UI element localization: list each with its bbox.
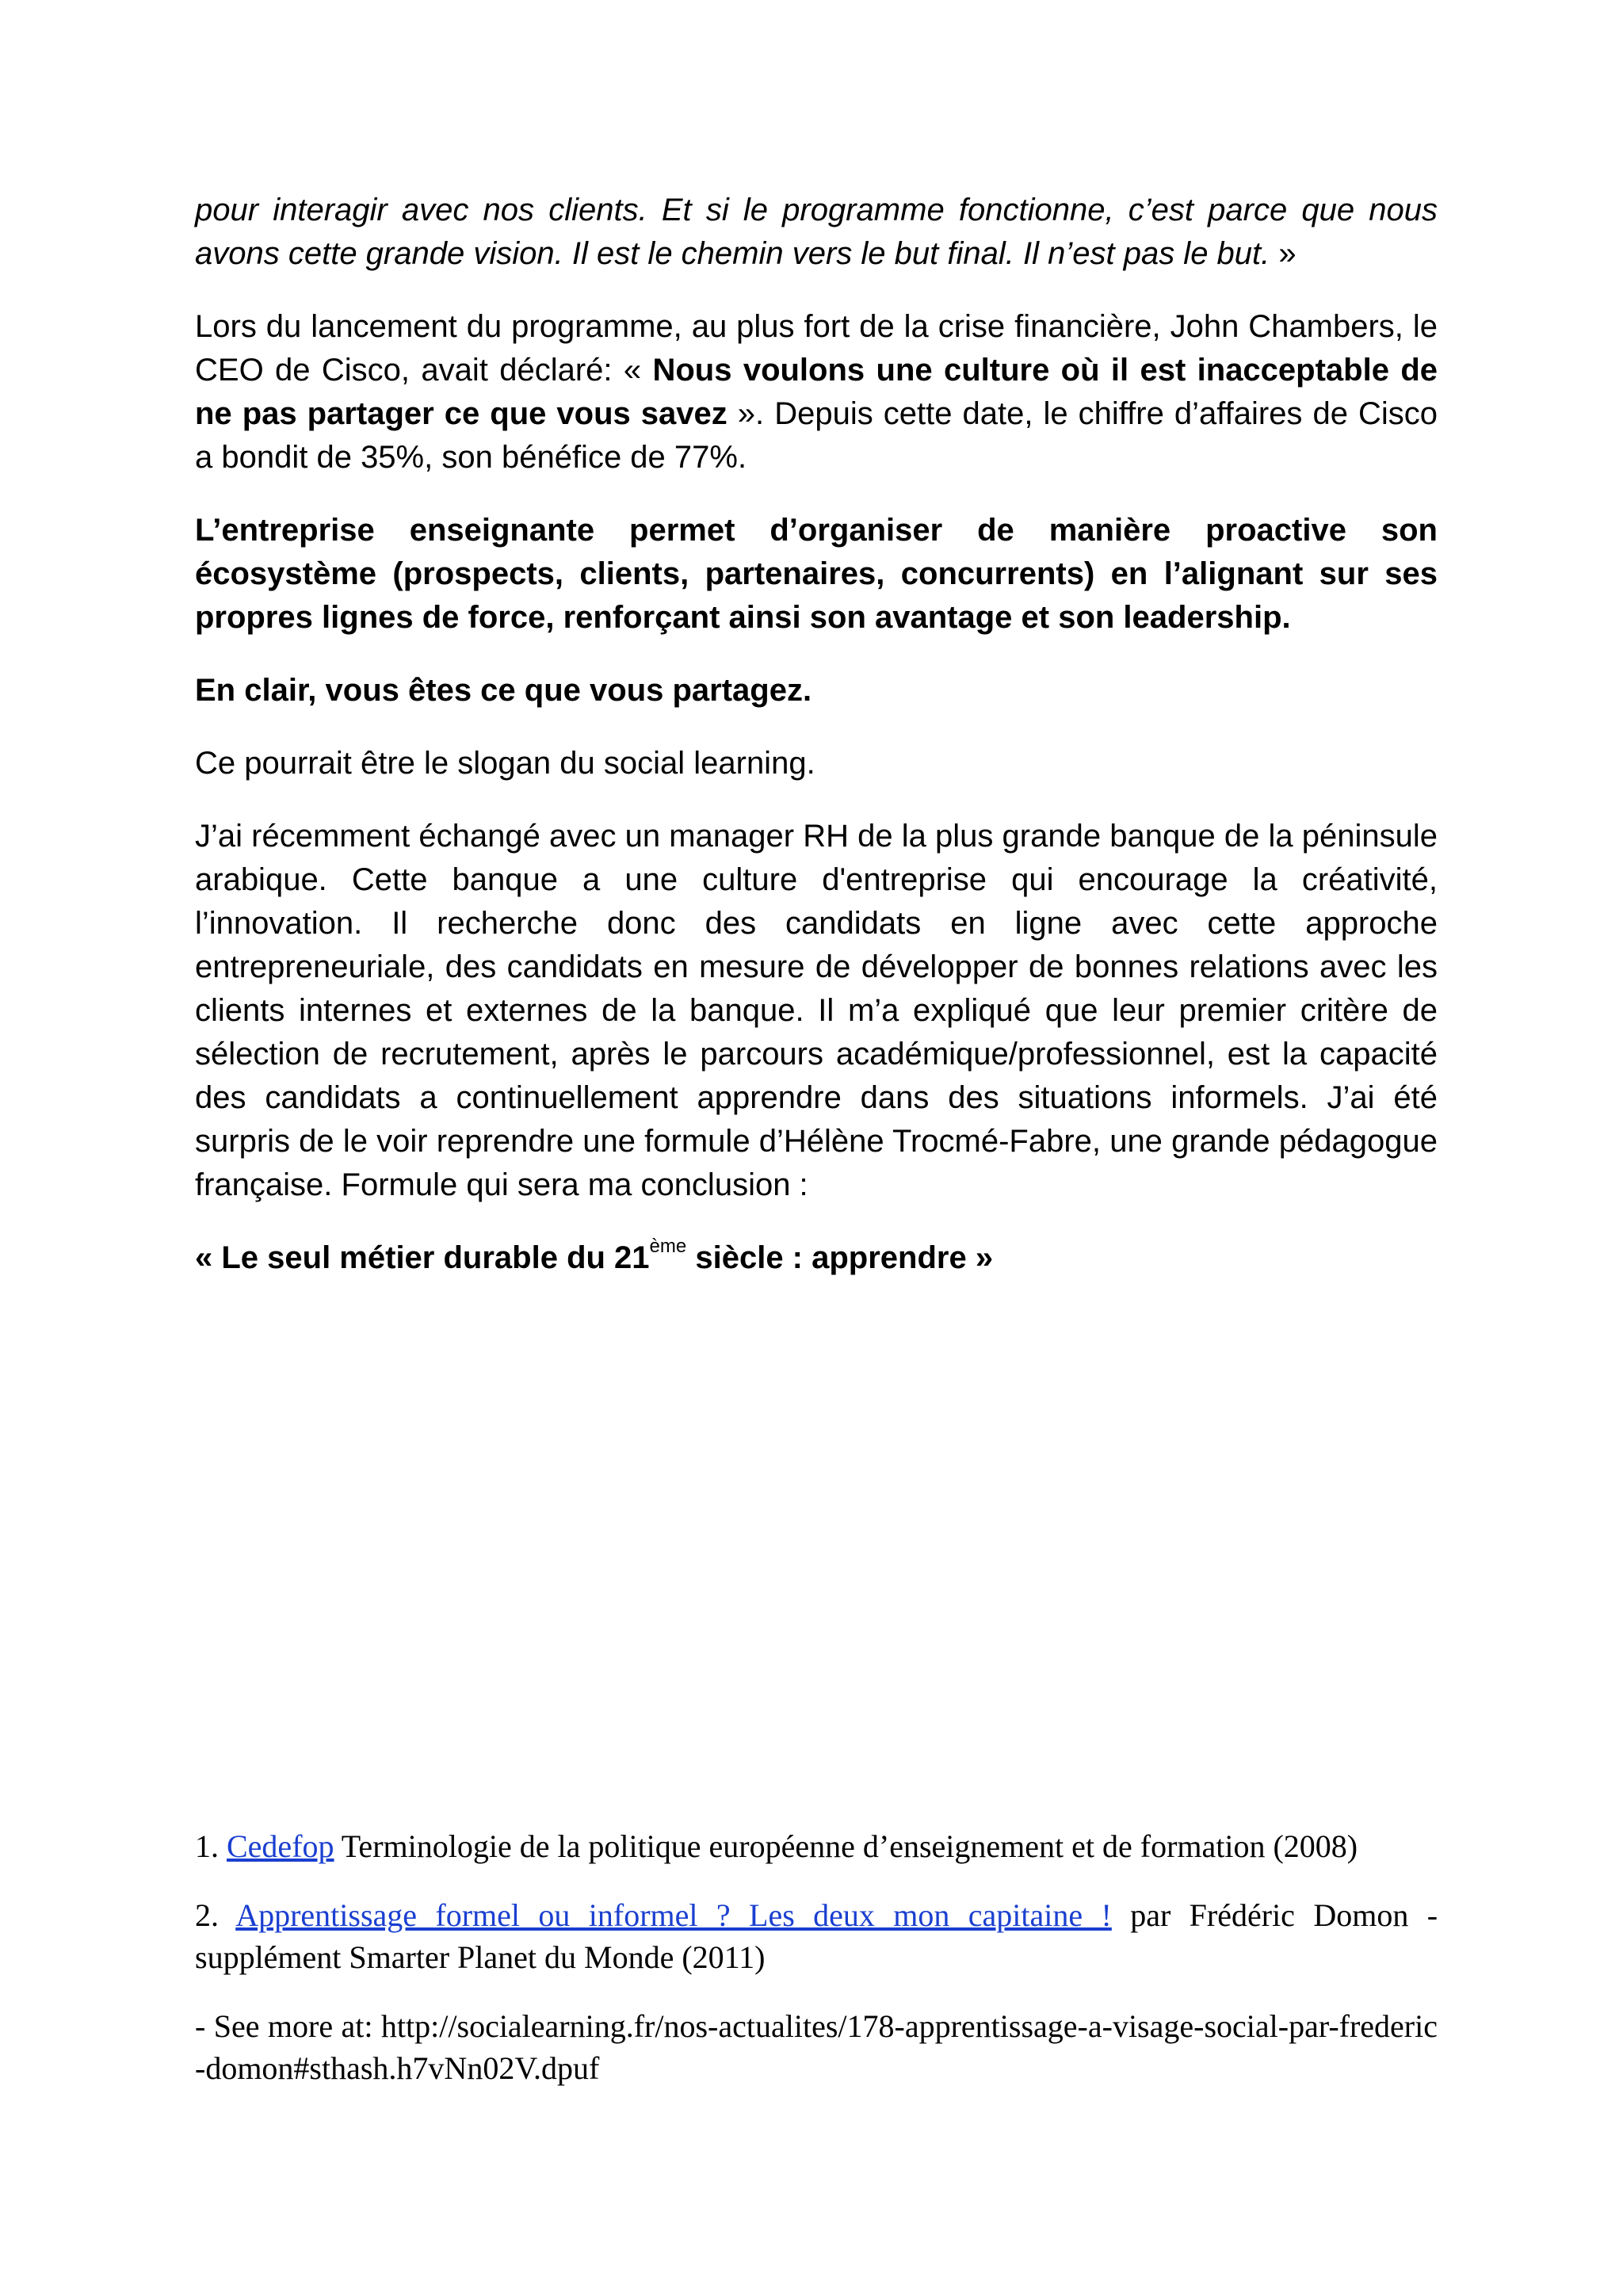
paragraph-entreprise-enseignante: L’entreprise enseignante permet d’organiser de manière proactive son écosystème (prospects, clients, partenaires, concurrents) en l’alignant sur ses propres lignes de force, renforçant ainsi son avantage et son leadership. [195, 513, 1438, 635]
quote-superscript: ème [649, 1235, 687, 1257]
cisco-quote: Nous voulons une culture où il est inacceptable de ne pas partager ce que vous savez [195, 353, 1438, 431]
document-body [195, 189, 1438, 1312]
paragraph-quote-end [195, 189, 1438, 276]
footnote-2 [195, 1894, 1438, 1978]
footnote-1 [195, 1825, 1438, 1867]
italic-quote-text: pour interagir avec nos clients. Et si le programme fonctionne, c’est parce que nous avons cette grande vision. Il est le chemin vers le but final. Il n’est pas le but. [195, 193, 1438, 271]
see-more-line: - See more at: http://socialearning.fr/nos-actualites/178-apprentissage-a-visage-social-par-frederic-domon#sthash.h7vNn02V.dpuf [195, 2008, 1438, 2086]
cisco-results: ». Depuis cette date, le chiffre d’affaires de Cisco a bondit de 35%, son bénéfice de 77%. [195, 396, 1438, 475]
conclusion-quote [195, 1236, 1438, 1280]
cisco-intro: Lors du lancement du programme, au plus fort de la crise financière, John Chambers, le CEO de Cisco, avait déclaré: « [195, 309, 1438, 388]
footnote-2-text: par Frédéric Domon - supplément Smarter Planet du Monde (2011) [195, 1897, 1438, 1975]
paragraph-slogan: Ce pourrait être le slogan du social learning. [195, 746, 815, 781]
paragraph-en-clair: En clair, vous êtes ce que vous partagez. [195, 673, 812, 708]
footnotes [195, 1825, 1438, 2116]
quote-start: « Le seul métier durable du 21 [195, 1240, 650, 1275]
footnote-1-text: Terminologie de la politique européenne d’enseignement et de formation (2008) [334, 1828, 1358, 1864]
paragraph-cisco [195, 305, 1438, 479]
footnote-2-number: 2. [195, 1897, 236, 1933]
apprentissage-link[interactable]: Apprentissage formel ou informel ? Les deux mon capitaine ! [235, 1897, 1112, 1933]
cedefop-link[interactable]: Cedefop [227, 1828, 334, 1864]
closing-guillemet: » [1270, 236, 1296, 271]
footnote-1-number: 1. [195, 1828, 227, 1864]
paragraph-banque: J’ai récemment échangé avec un manager RH de la plus grande banque de la péninsule arabique. Cette banque a une culture d'entreprise qui encourage la créativité, l’innovation. Il recherche donc des candidats en ligne avec cette approche entrepreneuriale, des candidats en mesure de développer de bonnes relations avec les clients internes et externes de la banque. Il m’a expliqué que leur premier critère de sélection de recrutement, après le parcours académique/professionnel, est la capacité des candidats a continuellement apprendre dans des situations informels. J’ai été surpris de le voir reprendre une formule d’Hélène Trocmé-Fabre, une grande pédagogue française. Formule qui sera ma conclusion : [195, 819, 1438, 1202]
quote-end: siècle : apprendre » [686, 1240, 994, 1275]
